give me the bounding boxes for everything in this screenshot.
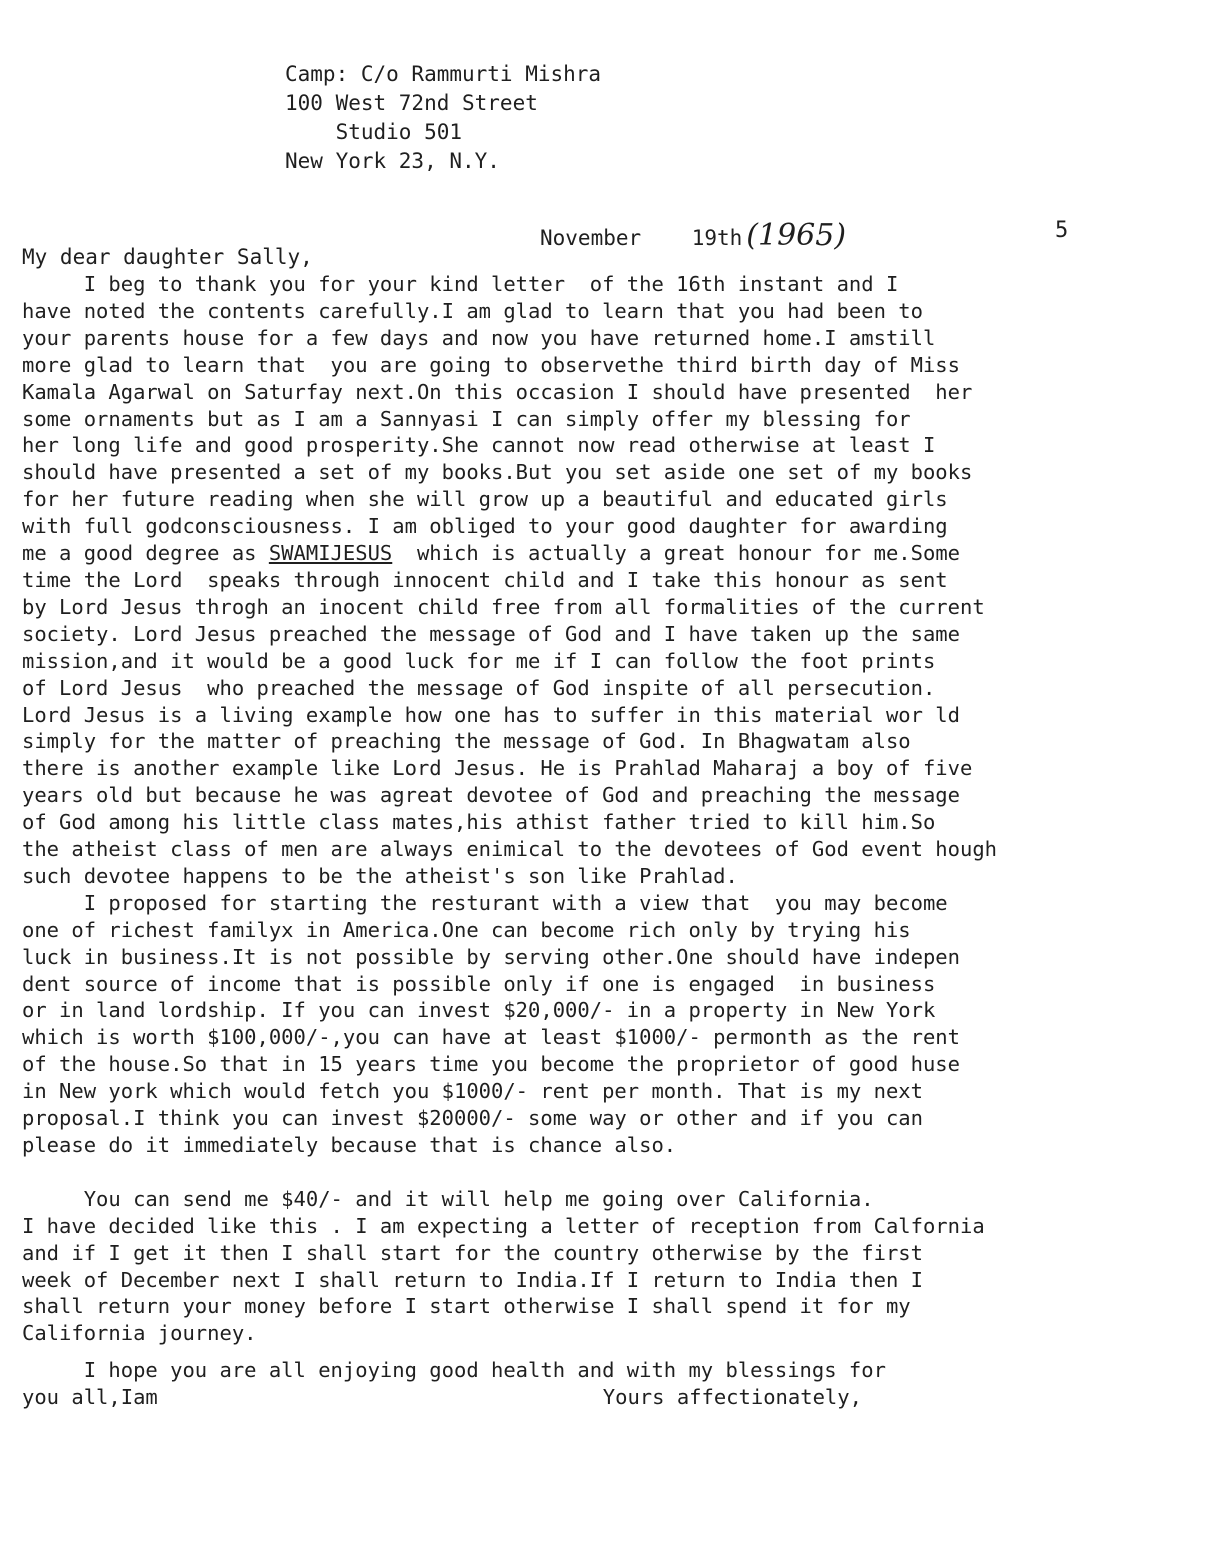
body-line: week of December next I shall return to India.If I return to India then I (22, 1267, 923, 1292)
sender-address (285, 60, 601, 176)
signoff: Yours affectionately, (602, 1385, 862, 1409)
body-line: there is another example like Lord Jesus. He is Prahlad Maharaj a boy of five (22, 756, 973, 781)
body-line: such devotee happens to be the atheist's son like Prahlad. (22, 863, 738, 888)
page-number: 5 (1055, 218, 1069, 243)
closing-line-last (22, 1384, 886, 1411)
body-line: one of richest familyx in America.One can become rich only by trying his (22, 917, 911, 942)
body-line-start: me a good degree as (22, 541, 269, 566)
body-line: Lord Jesus is a living example how one has to suffer in this material wor ld (22, 702, 960, 727)
body-line: I beg to thank you for your kind letter of the 16th instant and I (22, 272, 899, 296)
date-handwritten: (1965) (746, 218, 847, 253)
body-line: more glad to learn that you are going to observethe third birth day of Miss (22, 352, 960, 377)
address-line: 100 West 72nd Street (285, 91, 538, 115)
body-line: please do it immediately because that is chance also. (22, 1133, 677, 1157)
body-line: in New york which would fetch you $1000/- rent per month. That is my next (22, 1079, 923, 1104)
body-line: time the Lord speaks through innocent child and I take this honour as sent (22, 567, 948, 592)
body-line: and if I get it then I shall start for the country otherwise by the first (22, 1240, 923, 1265)
body-line: proposal.I think you can invest $20000/- some way or other and if you can (22, 1106, 923, 1131)
letter-date (540, 218, 846, 253)
body-line: mission,and it would be a good luck for me if I can follow the foot prints (22, 648, 936, 673)
body-line: for her future reading when she will grow up a beautiful and educated girls (22, 487, 948, 512)
body-line: have noted the contents carefully.I am glad to learn that you had been to (22, 298, 923, 323)
salutation: My dear daughter Sally, (22, 245, 313, 269)
blank-line (22, 1159, 1192, 1186)
body-line: the atheist class of men are always enimical to the devotees of God event hough (22, 837, 998, 862)
body-line: California journey. (22, 1321, 257, 1346)
date-typed: November 19th (540, 226, 743, 250)
body-line: years old but because he was agreat devotee of God and preaching the message (22, 783, 960, 808)
body-line: Kamala Agarwal on Saturfay next.On this occasion I should have presented her (22, 379, 973, 404)
closing-text: you all,Iam (22, 1385, 158, 1409)
letter-closing (22, 1357, 886, 1411)
body-line: dent source of income that is possible only if one is engaged in business (22, 971, 936, 996)
body-line: luck in business.It is not possible by serving other.One should have indepen (22, 944, 960, 969)
body-line: You can send me $40/- and it will help me going over California. (22, 1186, 874, 1211)
body-line: of God among his little class mates,his athist father tried to kill him.So (22, 810, 936, 835)
body-line: simply for the matter of preaching the message of God. In Bhagwatam also (22, 729, 911, 754)
body-line: with full godconsciousness. I am obliged to your good daughter for awarding (22, 514, 948, 539)
body-line-rest: which is actually a great honour for me.Some (392, 541, 960, 566)
body-line: should have presented a set of my books.But you set aside one set of my books (22, 460, 973, 485)
body-line: I proposed for starting the resturant with a view that you may become (22, 890, 948, 915)
body-line: which is worth $100,000/-,you can have at least $1000/- permonth as the rent (22, 1025, 960, 1050)
body-line: her long life and good prosperity.She cannot now read otherwise at least I (22, 433, 936, 458)
address-line: Studio 501 (285, 120, 463, 144)
address-line: Camp: C/o Rammurti Mishra (285, 62, 602, 86)
body-line: society. Lord Jesus preached the message of God and I have taken up the same (22, 621, 960, 646)
body-line-degree (22, 540, 1192, 567)
body-line: by Lord Jesus throgh an inocent child free from all formalities of the current (22, 594, 985, 619)
body-line: some ornaments but as I am a Sannyasi I can simply offer my blessing for (22, 406, 911, 431)
address-line: New York 23, N.Y. (285, 149, 500, 173)
body-line: I have decided like this . I am expecting a letter of reception from Calfornia (22, 1213, 985, 1238)
body-line: of the house.So that in 15 years time you become the proprietor of good huse (22, 1052, 960, 1077)
body-line: shall return your money before I start otherwise I shall spend it for my (22, 1294, 911, 1319)
body-line: of Lord Jesus who preached the message of God inspite of all persecution. (22, 675, 936, 700)
letter-body (22, 271, 1192, 1347)
body-line: your parents house for a few days and now you have returned home.I amstill (22, 325, 936, 350)
swamijesus-title: SWAMIJESUS (268, 541, 393, 566)
closing-line: I hope you are all enjoying good health and with my blessings for (22, 1358, 886, 1382)
body-line: or in land lordship. If you can invest $20,000/- in a property in New York (22, 998, 936, 1023)
